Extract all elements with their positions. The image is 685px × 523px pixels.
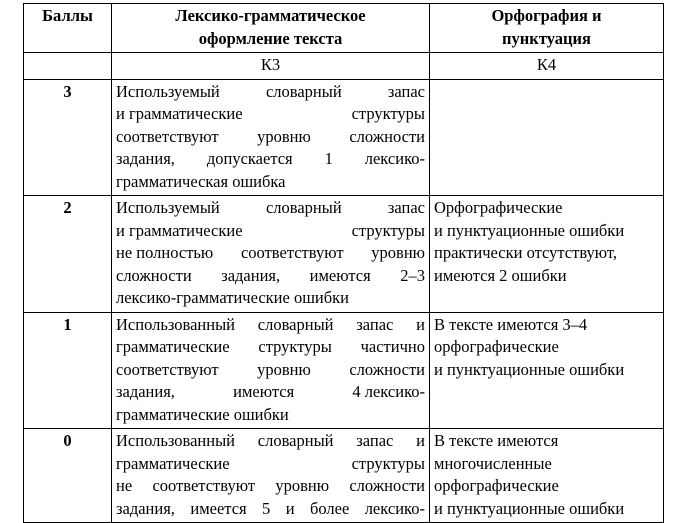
lexical-word: 1 — [324, 149, 333, 168]
orthography-line: В тексте имеются 3–4 — [434, 314, 588, 334]
orthography-line: орфографические — [434, 337, 559, 356]
criteria-row — [24, 196, 664, 313]
lexical-line — [116, 242, 425, 265]
lexical-word: словарный — [257, 431, 334, 450]
lexical-word: соответствуют — [152, 476, 256, 495]
lexical-line — [116, 103, 425, 126]
orthography-line: В тексте имеются — [434, 431, 559, 450]
lexical-word: словарный — [265, 81, 342, 101]
orthography-line: и пунктуационные ошибки — [434, 498, 625, 518]
assessment-criteria-table — [23, 3, 664, 523]
lexical-word: сложности — [349, 476, 425, 495]
orthography-line: многочисленные — [434, 453, 552, 473]
lexical-word: имеется — [190, 498, 247, 518]
orthography-description-cell — [430, 312, 664, 429]
orthography-line: практически отсутствуют, — [434, 243, 617, 262]
lexical-word: более — [309, 498, 350, 518]
lexical-word: и — [416, 314, 425, 334]
lexical-line — [116, 81, 425, 104]
lexical-word: не полностью — [116, 243, 214, 262]
code-empty-cell — [24, 53, 112, 80]
lexical-word: структуры — [351, 104, 425, 123]
header-lexical-line-2: оформление текста — [198, 28, 343, 48]
lexical-word: запас — [356, 314, 394, 334]
lexical-word: допускается — [206, 149, 293, 168]
lexical-word: Используемый — [116, 81, 220, 101]
lexical-word: лексико-грамматические ошибки — [116, 288, 349, 307]
lexical-line — [116, 126, 425, 149]
lexical-word: уровню — [275, 476, 330, 495]
lexical-word: грамматические — [116, 453, 230, 473]
lexical-description-cell — [112, 196, 430, 313]
lexical-word: лексико- — [364, 498, 425, 518]
lexical-line — [116, 453, 425, 476]
lexical-word: Используемый — [116, 198, 220, 217]
header-orthography-cell — [430, 4, 664, 53]
lexical-word: и — [416, 431, 425, 450]
lexical-word: сложности — [349, 359, 425, 379]
lexical-word: сложности — [349, 126, 425, 146]
lexical-description-cell — [112, 79, 430, 196]
score-cell: 1 — [24, 312, 112, 429]
lexical-word: запас — [387, 81, 425, 101]
lexical-line — [116, 430, 425, 453]
lexical-word: 5 — [262, 498, 271, 518]
lexical-word: задания, — [116, 498, 175, 518]
lexical-line — [116, 314, 425, 337]
lexical-word: запас — [387, 198, 425, 217]
orthography-line: имеются 2 ошибки — [434, 265, 567, 285]
criteria-row — [24, 429, 664, 523]
lexical-word: Использованный — [116, 314, 236, 334]
lexical-word: соответствуют — [116, 126, 219, 146]
lexical-description-cell — [112, 429, 430, 523]
lexical-word: запас — [356, 431, 394, 450]
lexical-word: 2–3 — [400, 265, 425, 285]
lexical-word: структуры — [258, 337, 332, 356]
code-row — [24, 53, 664, 80]
lexical-word: 4 лексико- — [352, 382, 425, 401]
lexical-word: соответствуют — [240, 243, 344, 262]
lexical-word: частично — [360, 337, 425, 356]
lexical-word: не — [116, 476, 133, 495]
header-lexical-line-1: Лексико-грамматическое — [175, 6, 366, 25]
lexical-line — [116, 498, 425, 521]
lexical-word: уровню — [257, 359, 311, 379]
lexical-word: и — [285, 498, 295, 518]
code-orthography-cell: К4 — [430, 53, 664, 80]
header-orthography-line-2: пунктуация — [502, 28, 591, 48]
lexical-line — [116, 404, 425, 427]
lexical-word: задания, — [116, 149, 175, 168]
orthography-description-cell — [430, 79, 664, 196]
orthography-line: и пунктуационные ошибки — [434, 220, 625, 240]
header-orthography-line-1: Орфография и — [491, 6, 602, 25]
lexical-word: словарный — [257, 314, 334, 334]
lexical-word: структуры — [351, 453, 425, 473]
header-row — [24, 4, 664, 53]
lexical-line — [116, 265, 425, 288]
orthography-description-cell — [430, 429, 664, 523]
criteria-rows — [24, 79, 664, 523]
lexical-word: уровню — [371, 243, 425, 262]
lexical-line — [116, 287, 425, 310]
lexical-word: структуры — [351, 220, 425, 240]
lexical-word: словарный — [265, 198, 342, 217]
header-score-cell: Баллы — [24, 4, 112, 53]
lexical-word: и грамматические — [116, 104, 243, 123]
lexical-word: сложности — [116, 265, 192, 285]
lexical-description-cell — [112, 312, 430, 429]
orthography-line: орфографические — [434, 476, 559, 495]
lexical-line — [116, 336, 425, 359]
lexical-word: лексико- — [364, 149, 425, 168]
lexical-line — [116, 359, 425, 382]
lexical-word: соответствуют — [116, 359, 219, 379]
criteria-row — [24, 312, 664, 429]
lexical-line — [116, 475, 425, 498]
score-cell: 0 — [24, 429, 112, 523]
lexical-word: грамматическая ошибка — [116, 171, 286, 191]
lexical-line — [116, 148, 425, 171]
header-lexical-cell — [112, 4, 430, 53]
lexical-line — [116, 197, 425, 220]
criteria-row — [24, 79, 664, 196]
lexical-word: имеются — [233, 382, 295, 401]
code-lexical-cell: К3 — [112, 53, 430, 80]
orthography-line: и пунктуационные ошибки — [434, 359, 625, 379]
lexical-word: грамматические ошибки — [116, 404, 289, 424]
lexical-line — [116, 220, 425, 243]
lexical-line — [116, 171, 425, 194]
orthography-description-cell — [430, 196, 664, 313]
lexical-word: задания, — [116, 382, 175, 401]
orthography-line: Орфографические — [434, 198, 563, 217]
lexical-line — [116, 381, 425, 404]
lexical-word: уровню — [257, 126, 311, 146]
lexical-word: задания, — [221, 265, 281, 285]
lexical-word: грамматические — [116, 337, 230, 356]
lexical-word: Использованный — [116, 431, 236, 450]
lexical-word: имеются — [309, 265, 371, 285]
score-cell: 2 — [24, 196, 112, 313]
lexical-word: и грамматические — [116, 220, 243, 240]
score-cell: 3 — [24, 79, 112, 196]
